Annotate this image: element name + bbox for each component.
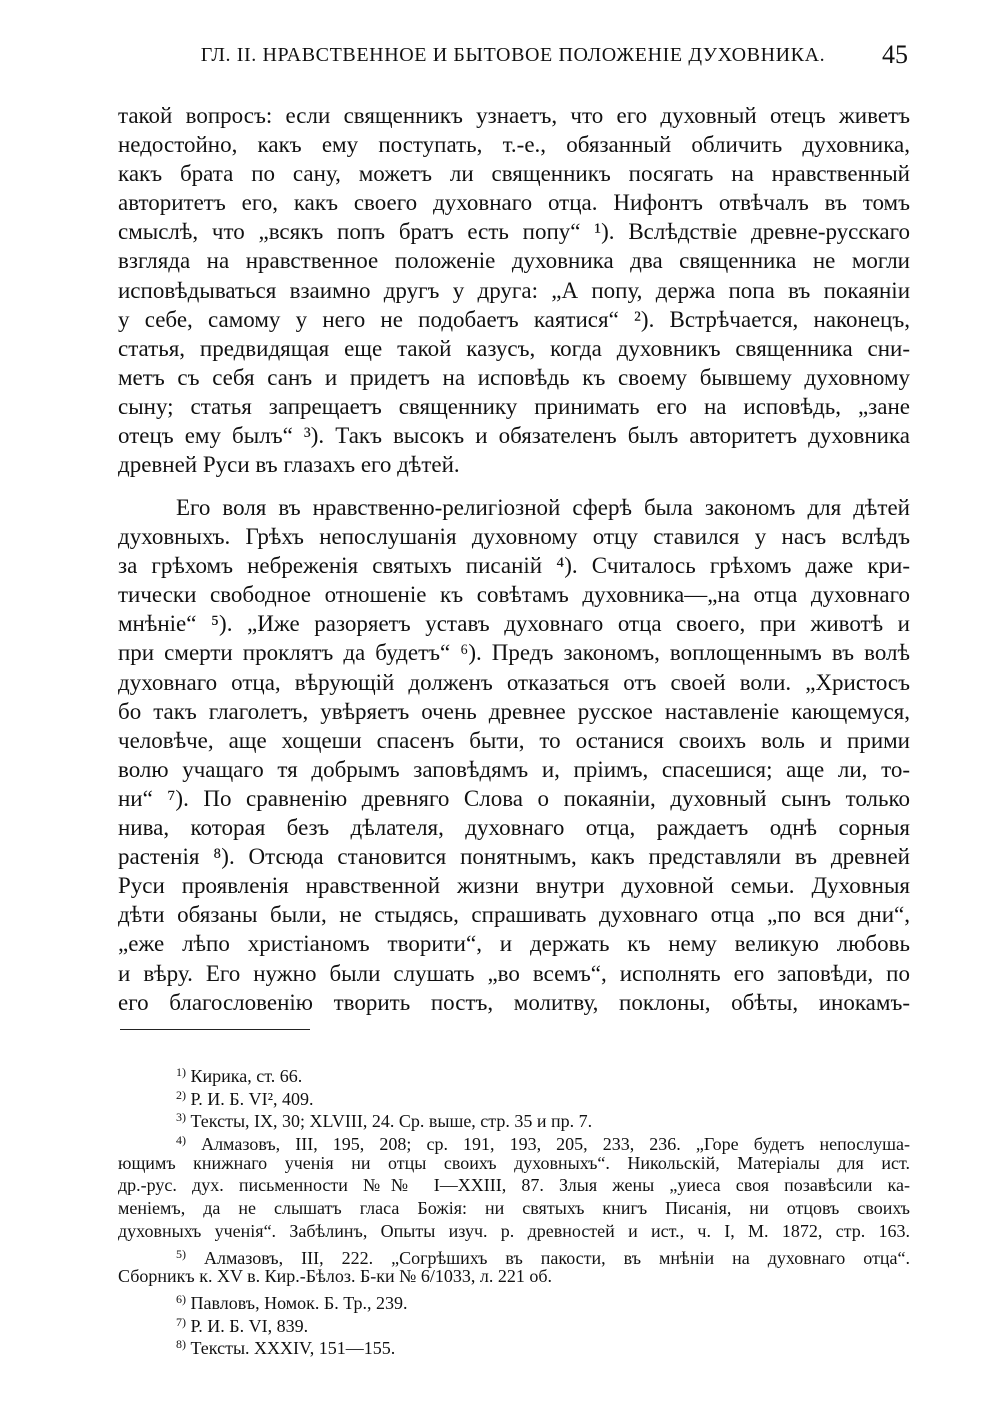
footnote-continuation: ющимъ книжнаго ученія ни отцы своихъ духовныхъ“. Никольскій, Матеріалы для ист.: [118, 1152, 910, 1173]
footnote-text: Павловъ, Номок. Б. Тр., 239.: [190, 1292, 408, 1313]
footnote: [118, 1333, 910, 1359]
text-line: его благословенію творить постъ, молитву, поклоны, обѣты, инокамъ-: [118, 989, 910, 1015]
text-line: древней Руси въ глазахъ его дѣтей.: [118, 452, 460, 478]
footnote-text: Кирика, ст. 66.: [190, 1066, 303, 1086]
footnote: [118, 1084, 910, 1107]
footnote: [118, 1106, 910, 1132]
text-line: Его воля въ нравственно-религіозной сферѣ была закономъ для дѣтей: [176, 495, 910, 520]
footnote: [118, 1288, 910, 1311]
text-line: у себе, самому у него не подобаетъ каятися“ ²). Встрѣчается, наконецъ,: [118, 306, 910, 332]
text-line: исповѣдываться взаимно другъ у друга: „А попу, держа попа въ покаяніи: [118, 277, 910, 303]
text-line: метъ съ себя санъ и придетъ на исповѣдь къ своему бывшему духовному: [118, 364, 910, 390]
footnote-continuation: меніемъ, да не слышатъ гласа Божія: ни святыхъ книгъ Писанія, ни отцовъ своихъ: [118, 1198, 910, 1219]
text-line: духовнаго отца, вѣрующій долженъ отказаться отъ своей воли. „Христосъ: [118, 669, 910, 695]
text-line: отецъ ему былъ“ ³). Такъ высокъ и обязателенъ былъ авторитетъ духовника: [118, 423, 910, 449]
footnote: [118, 1129, 910, 1155]
text-line: человѣче, аще хощеши спасенъ быти, то останися своихъ воль и прими: [118, 727, 910, 753]
running-head: ГЛ. II. НРАВСТВЕННОЕ И БЫТОВОЕ ПОЛОЖЕНІЕ ДУХОВНИКА.: [200, 44, 826, 66]
text-line: „еже лѣпо христіаномъ творити“, и держать къ нему великую любовь: [118, 931, 910, 957]
text-line: смыслѣ, что „всякъ попъ братъ есть попу“ ¹). Вслѣдствіе древне-русскаго: [118, 219, 910, 245]
text-line: статья, предвидящая еще такой казусъ, когда духовникъ священника сни-: [118, 335, 910, 361]
text-line: ни“ ⁷). По сравненію древняго Слова о покаяніи, духовный сынъ только: [118, 785, 910, 811]
text-line: и вѣру. Его нужно были слушать „во всемъ“, исполнять его заповѣди, по: [118, 960, 910, 986]
footnote-text: Р. И. Б. VI², 409.: [190, 1088, 314, 1109]
body-text: [118, 101, 910, 1017]
footnote-continuation: Сборникъ к. XV в. Кир.-Бѣлоз. Б-ки № 6/1033, л. 221 об.: [118, 1266, 552, 1287]
footnote-text: Алмазовъ, III, 222. „Согрѣшихъ въ пакости, въ мнѣніи на духовнаго отца“.: [204, 1247, 910, 1268]
text-line: бо такъ глаголетъ, увѣряетъ очень древнее русское наставленіе кающемуся,: [118, 698, 910, 724]
text-line: при смерти проклятъ да будетъ“ ⁶). Предъ закономъ, воплощеннымъ въ волѣ: [118, 640, 910, 666]
footnote-continuation: духовныхъ ученія“. Забѣлинъ, Опыты изуч. р. древностей и ист., ч. I, М. 1872, стр. 163.: [118, 1220, 910, 1241]
text-line: волю учащаго тя добрымъ заповѣдямъ и, пріимъ, спасешися; аще ли, то-: [118, 756, 910, 782]
text-line: такой вопросъ: если священникъ узнаетъ, что его духовный отецъ живетъ: [118, 103, 910, 128]
text-line: недостойно, какъ ему поступать, т.-е., обязанный обличить духовника,: [118, 132, 910, 158]
footnote-text: Алмазовъ, III, 195, 208; ср. 191, 193, 205, 233, 236. „Горе будетъ непослуша-: [201, 1134, 910, 1155]
footnote: [118, 1243, 910, 1266]
text-line: растенія ⁸). Отсюда становится понятнымъ, какъ представляли въ древней: [118, 844, 910, 870]
text-line: взгляда на нравственное положеніе духовника два священника не могли: [118, 248, 910, 274]
footnote-text: Р. И. Б. VI, 839.: [190, 1315, 309, 1336]
footnote-marker: 4): [176, 1133, 186, 1148]
footnote-marker: 8): [176, 1337, 186, 1352]
footnote-marker: 3): [176, 1110, 186, 1125]
footnotes: [118, 1061, 910, 1359]
footnote-marker: 5): [176, 1246, 186, 1261]
footnote: [118, 1311, 910, 1334]
text-line: нива, которая безъ дѣлателя, духовнаго отца, раждаетъ однѣ сорныя: [118, 815, 910, 841]
text-line: мнѣніе“ ⁵). „Иже разоряетъ уставъ духовнаго отца своего, при животѣ и: [118, 611, 910, 637]
footnote-marker: 1): [176, 1065, 186, 1079]
text-line: тически свободное отношеніе къ совѣтамъ духовника—„на отца духовнаго: [118, 582, 910, 608]
footnote-divider: [120, 1029, 310, 1030]
text-line: духовныхъ. Грѣхъ непослушанія духовному отцу ставился у насъ вслѣдъ: [118, 524, 910, 550]
text-line: какъ брата по сану, можетъ ли священникъ посягать на нравственный: [118, 161, 910, 187]
text-line: авторитетъ его, какъ своего духовнаго отца. Нифонтъ отвѣчалъ въ томъ: [118, 190, 910, 216]
paragraph: [118, 101, 910, 483]
text-line: за грѣхомъ небреженія святыхъ писаній ⁴). Считалось грѣхомъ даже кри-: [118, 553, 910, 579]
footnote-marker: 6): [176, 1291, 186, 1306]
paragraph: [118, 493, 910, 1017]
footnote-text: Тексты, IX, 30; XLVIII, 24. Ср. выше, стр. 35 и пр. 7.: [190, 1111, 593, 1132]
footnote: [118, 1061, 910, 1084]
footnote-marker: 7): [176, 1314, 186, 1329]
footnote-text: Тексты. XXXIV, 151—155.: [190, 1338, 396, 1359]
page-header: [118, 40, 908, 78]
footnote-continuation: др.-рус. дух. письменности №№ I—XXIII, 87. Злыя жены „уиеса своя позавѣсили ка-: [118, 1175, 910, 1196]
page-number: 45: [882, 40, 908, 69]
footnote-marker: 2): [176, 1087, 186, 1102]
text-line: сыну; статья запрещаетъ священнику принимать его на исповѣдь, „зане: [118, 393, 910, 419]
text-line: Руси проявленія нравственной жизни внутри духовной семьи. Духовныя: [118, 873, 910, 899]
text-line: дѣти обязаны были, не стыдясь, спрашивать духовнаго отца „по вся дни“,: [118, 902, 910, 928]
